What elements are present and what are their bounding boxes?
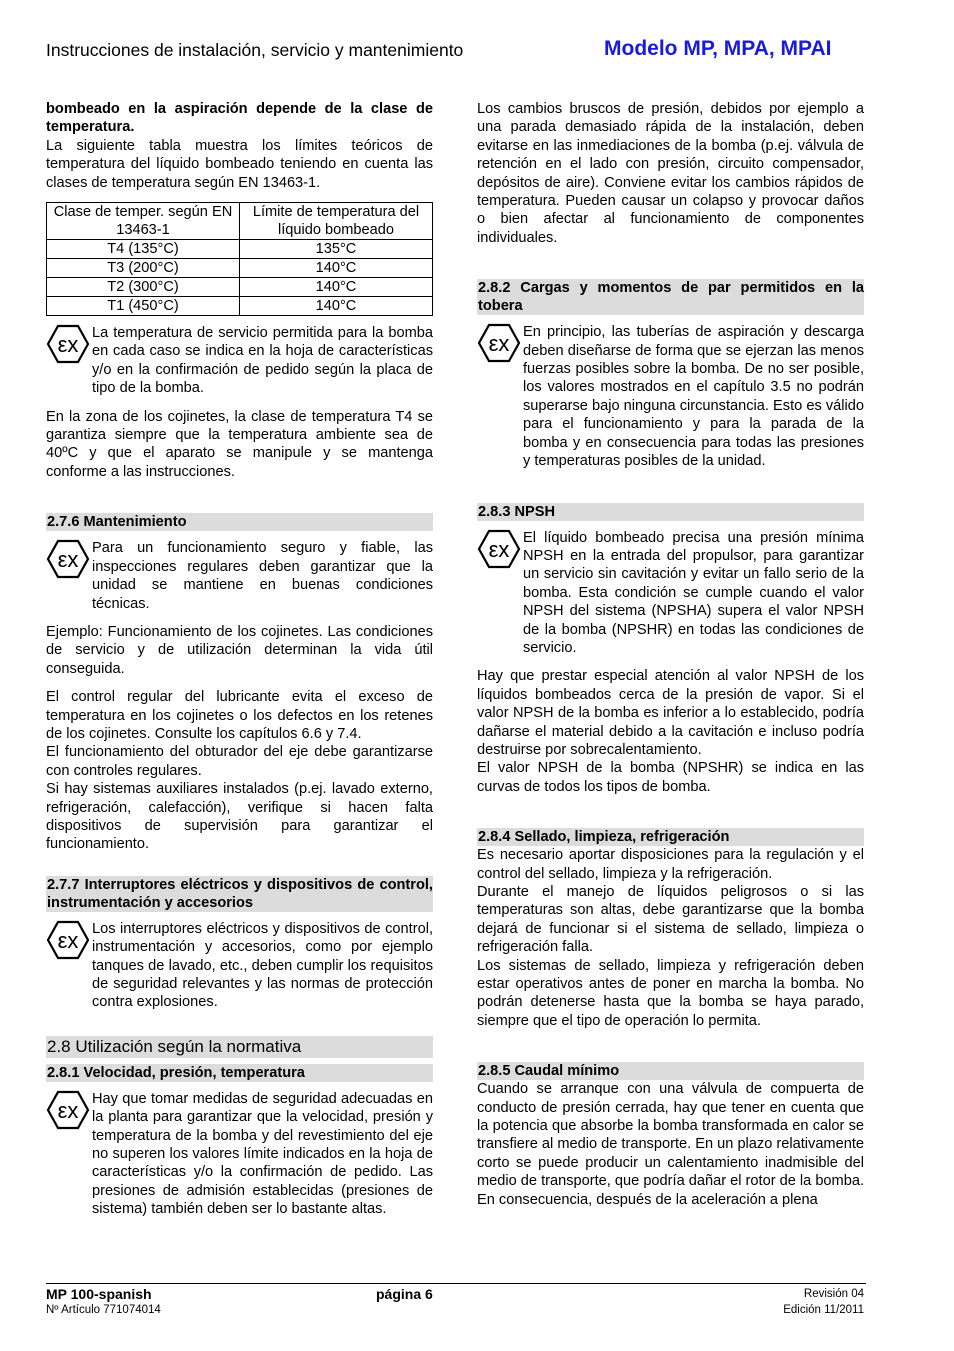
section-heading-2-8-4: 2.8.4 Sellado, limpieza, refrigeración — [477, 828, 864, 846]
atex-note — [477, 323, 864, 470]
paragraph: El funcionamiento del obturador del eje debe garantizarse con controles regulares. — [46, 744, 433, 779]
table-cell: 140°C — [240, 259, 433, 278]
table-row — [47, 240, 433, 259]
table-row — [47, 297, 433, 316]
atex-note — [477, 529, 864, 658]
section-heading-2-8-1: 2.8.1 Velocidad, presión, temperatura — [46, 1064, 433, 1082]
ex-explosion-icon — [46, 539, 90, 579]
table-cell: T3 (200°C) — [47, 259, 240, 278]
paragraph: Es necesario aportar disposiciones para la regulación y el control del sellado, limpieza y la refrigeración. — [477, 847, 864, 882]
table-row — [47, 259, 433, 278]
intro-text: La siguiente tabla muestra los límites teóricos de temperatura del líquido bombeado teniendo en cuenta las clases de temperatura según EN 13463-1. — [46, 137, 433, 191]
footer-document: MP 100-spanish — [46, 1286, 152, 1302]
paragraph: Si hay sistemas auxiliares instalados (p.ej. lavado externo, refrigeración, calefacción), verifique si hacen falta dispositivos de supervisión para garantizar el funcionamiento. — [46, 781, 433, 853]
section-heading-2-7-7: 2.7.7 Interruptores eléctricos y dispositivos de control, instrumentación y accesorios — [47, 876, 433, 911]
paragraph: Ejemplo: Funcionamiento de los cojinetes. Las condiciones de servicio y de utilización determinan la vida útil conseguida. — [46, 623, 433, 677]
ex-explosion-icon — [477, 529, 521, 569]
atex-note — [46, 324, 433, 398]
table-cell: 135°C — [240, 240, 433, 259]
table-row — [47, 278, 433, 297]
intro-bold: bombeado en la aspiración depende de la clase de temperatura. — [46, 101, 433, 136]
model-title: Modelo MP, MPA, MPAI — [604, 37, 832, 60]
ex-explosion-icon — [46, 920, 90, 960]
paragraph: El control regular del lubricante evita el exceso de temperatura en los cojinetes o los defectos en los retenes de los cojinetes. Consulte los capítulos 6.6 y 7.4. — [46, 689, 433, 742]
section-heading-2-8-2: 2.8.2 Cargas y momentos de par permitidos en la tobera — [478, 280, 864, 315]
footer-page-number: página 6 — [376, 1286, 433, 1302]
svg-text:εx: εx — [57, 1097, 79, 1123]
svg-text:εx: εx — [57, 927, 79, 953]
ex-explosion-icon — [46, 1090, 90, 1130]
table-cell: T4 (135°C) — [47, 240, 240, 259]
atex-note — [46, 539, 433, 613]
paragraph: Los sistemas de sellado, limpieza y refrigeración deben estar operativos antes de poner en marcha la bomba. No podrán detenerse hasta que la bomba se haya parado, siempre que el tipo de operación lo permita. — [477, 957, 864, 1029]
paragraph: En la zona de los cojinetes, la clase de temperatura T4 se garantiza siempre que la temperatura ambiente sea de 40ºC y que el aparato se manipule y se mantenga conforme a las instrucciones. — [46, 408, 433, 480]
header-title: Instrucciones de instalación, servicio y mantenimiento — [46, 40, 464, 60]
table-header: Clase de temper. según EN 13463-1 — [47, 203, 240, 240]
atex-text: El líquido bombeado precisa una presión mínima NPSH en la entrada del propulsor, para garantizar un servicio sin cavitación y evitar un fallo serio de la bomba. Esta condición se cumple cuando el valor NPSH del sistema (NPSHA) supera el valor NPSH de la bomba (NPSHR) en todas las condiciones de servicio. — [523, 529, 864, 656]
right-column — [477, 100, 864, 1209]
atex-text: Los interruptores eléctricos y dispositivos de control, instrumentación y accesorios, como por ejemplo tanques de lavado, etc., deben cumplir los requisitos de seguridad relevantes y las normas de protección contra explosiones. — [92, 920, 433, 1011]
table-header: Límite de temperatura del líquido bombeado — [240, 203, 433, 240]
footer-article: Nº Artículo 771074014 — [46, 1304, 161, 1316]
section-heading-2-8-3: 2.8.3 NPSH — [477, 503, 864, 521]
footer-revision: Revisión 04 — [803, 1288, 864, 1300]
paragraph: Hay que prestar especial atención al valor NPSH de los líquidos bombeados cerca de la presión de vapor. Si el valor NPSH de la bomba es inferior a lo establecido, podría dañarse el material debido a la cavitación e incluso podría destruirse por sobrecalentamiento. — [477, 668, 864, 758]
table-cell: T2 (300°C) — [47, 278, 240, 297]
ex-explosion-icon — [477, 323, 521, 363]
atex-note — [46, 920, 433, 1012]
table-cell: 140°C — [240, 297, 433, 316]
left-column — [46, 100, 433, 1229]
atex-text: Para un funcionamiento seguro y fiable, las inspecciones regulares deben garantizar que la unidad se mantiene en buenas condiciones técnicas. — [92, 540, 433, 612]
footer-edition: Edición 11/2011 — [783, 1304, 864, 1316]
section-heading-2-8-5: 2.8.5 Caudal mínimo — [477, 1062, 864, 1080]
footer-divider — [46, 1283, 866, 1284]
svg-text:εx: εx — [488, 331, 510, 357]
ex-explosion-icon — [46, 324, 90, 364]
table-header-row — [47, 203, 433, 240]
svg-text:εx: εx — [57, 547, 79, 573]
atex-text: Hay que tomar medidas de seguridad adecuadas en la planta para garantizar que la velocidad, presión y temperatura de la bomba y del revestimiento del eje no superen los valores límite indicados en la hoja de características y/o la confirmación de pedido. Las presiones de admisión establecidas (presiones de sistema) también deben ser lo bastante altas. — [92, 1090, 433, 1218]
svg-text:εx: εx — [488, 536, 510, 562]
table-cell: T1 (450°C) — [47, 297, 240, 316]
paragraph: Cuando se arranque con una válvula de compuerta de conducto de presión cerrada, hay que tener en cuenta que la potencia que absorbe la bomba transformada en calor se transfiere al medio de transporte. En un plazo relativamente corto se puede producir un calentamiento inadmisible del medio de transporte, que podría dañar el rotor de la bomba. En consecuencia, después de la aceleración a plena — [477, 1081, 864, 1208]
svg-text:εx: εx — [57, 332, 79, 358]
temperature-table — [46, 202, 433, 316]
atex-text: La temperatura de servicio permitida para la bomba en cada caso se indica en la hoja de características y/o en la confirmación de pedido según la placa de tipo de la bomba. — [92, 325, 433, 397]
paragraph: El valor NPSH de la bomba (NPSHR) se indica en las curvas de todos los tipos de bomba. — [477, 760, 864, 795]
section-heading-2-8: 2.8 Utilización según la normativa — [46, 1036, 433, 1058]
section-heading-2-7-6: 2.7.6 Mantenimiento — [46, 513, 433, 531]
atex-text: En principio, las tuberías de aspiración y descarga deben diseñarse de forma que se ejerzan las menos fuerzas posibles sobre la bomba. De no ser posible, los valores mostrados en el capítulo 3.5 no podrán superarse bajo ninguna circunstancia. Esto es válido para el funcionamiento y para la parada de la bomba y en consecuencia para todas las presiones y temperaturas posibles de la unidad. — [523, 324, 864, 470]
table-cell: 140°C — [240, 278, 433, 297]
atex-note — [46, 1090, 433, 1219]
paragraph: Durante el manejo de líquidos peligrosos o si las temperaturas son altas, debe garantizarse que la bomba dejará de funcionar si el sistema de sellado, limpieza o refrigeración falla. — [477, 884, 864, 956]
paragraph: Los cambios bruscos de presión, debidos por ejemplo a una parada demasiado rápida de la instalación, deben evitarse en las inmediaciones de la bomba (p.ej. válvula de retención en el lado con presión, circuito compensador, depósitos de aire). Conviene evitar los cambios rápidos de temperatura. Pueden causar un colapso y provocar daños o bien afectar al funcionamiento de componentes individuales. — [477, 101, 864, 246]
